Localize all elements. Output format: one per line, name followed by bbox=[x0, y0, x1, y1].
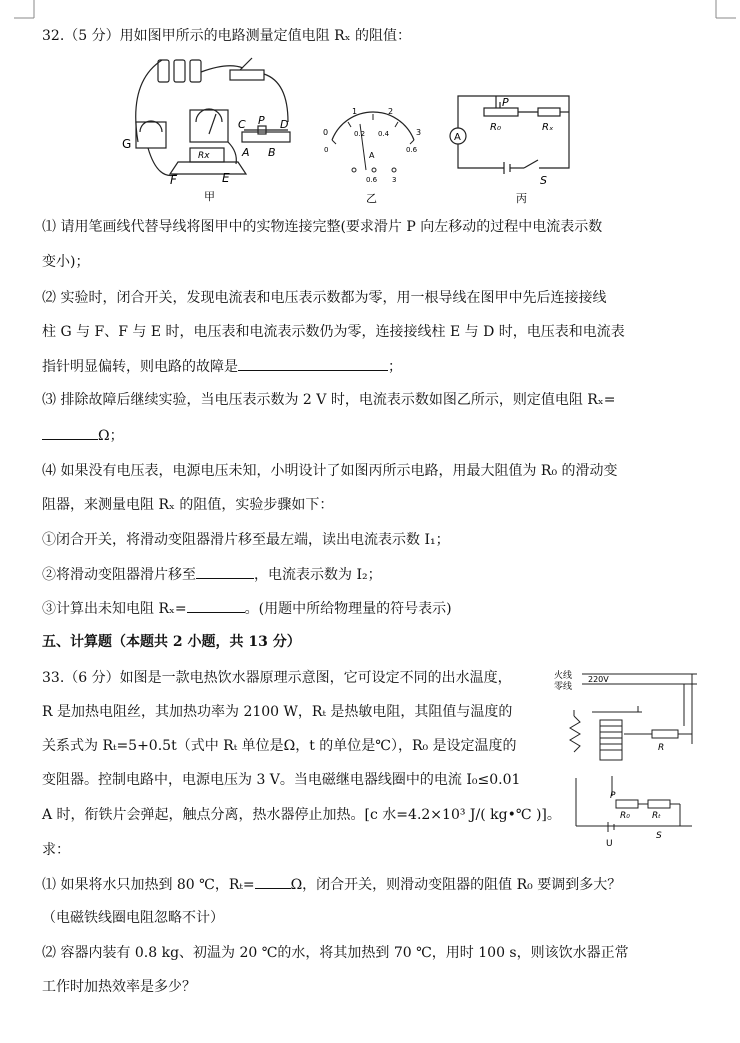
terminal-d: D bbox=[280, 118, 289, 131]
terminal-a: A bbox=[242, 146, 250, 159]
figure-yi-caption: 乙 bbox=[366, 192, 377, 205]
q32-stem: 32.（5 分）用如图甲所示的电路测量定值电阻 Rₓ 的阻值： bbox=[42, 28, 411, 44]
label-p: P bbox=[610, 791, 616, 801]
q32-step3-end: 。(用题中所给物理量的符号表示) bbox=[244, 601, 452, 617]
q32-step2-text: ②将滑动变阻器滑片移至 bbox=[42, 567, 196, 583]
terminal-b: B bbox=[268, 146, 276, 159]
q32-part3-unit: Ω； bbox=[98, 428, 124, 444]
figure-yi bbox=[318, 100, 428, 205]
q32-step3-text: ③计算出未知电阻 Rₓ= bbox=[42, 601, 187, 617]
resistor-r0: R₀ bbox=[490, 122, 501, 133]
dial-bottom-0: 0 bbox=[324, 146, 329, 154]
dial-top-1: 1 bbox=[352, 107, 358, 116]
terminal-f: F bbox=[170, 173, 177, 187]
crop-mark-top-right bbox=[700, 0, 740, 25]
label-r: R bbox=[658, 743, 665, 753]
switch-s: S bbox=[540, 174, 547, 187]
label-zero-wire: 零线 bbox=[554, 682, 573, 692]
section-heading: 五、计算题（本题共 2 小题，共 13 分） bbox=[42, 634, 301, 650]
q33-part1-text: ⑴ 如果将水只加热到 80 ℃，Rₜ= bbox=[42, 877, 255, 893]
label-r0: R₀ bbox=[620, 811, 630, 821]
answer-blank-slider-position[interactable] bbox=[196, 564, 254, 579]
dial-top-2: 2 bbox=[388, 107, 394, 116]
q32-part2-line1: ⑵ 实验时，闭合开关，发现电流表和电压表示数都为零，用一根导线在图甲中先后连接接线 bbox=[42, 290, 607, 306]
answer-blank-rt[interactable] bbox=[255, 874, 291, 889]
figure-bing bbox=[444, 88, 584, 206]
q32-part2-end: ； bbox=[388, 359, 402, 375]
answer-blank-rx-formula[interactable] bbox=[187, 598, 245, 613]
dial-bottom-0.4: 0.4 bbox=[378, 130, 390, 138]
figure-jia bbox=[118, 52, 308, 202]
crop-mark-top-left bbox=[0, 0, 40, 25]
label-fire-wire: 火线 bbox=[554, 671, 573, 681]
q33-part1-line2: （电磁铁线圈电阻忽略不计） bbox=[42, 910, 224, 926]
q32-part2-line3 bbox=[42, 356, 402, 377]
q33-part2-line1: ⑵ 容器内装有 0.8 kg、初温为 20 ℃的水，将其加热到 70 ℃，用时 100 s，则该饮水器正常 bbox=[42, 945, 629, 961]
label-220v: 220V bbox=[588, 675, 609, 684]
dial-bottom-0.2: 0.2 bbox=[354, 130, 366, 138]
q32-part4-line1: ⑷ 如果没有电压表，电源电压未知，小明设计了如图丙所示电路，用最大阻值为 R₀ 的滑动变 bbox=[42, 463, 618, 479]
q32-part2-text: 指针明显偏转，则电路的故障是 bbox=[42, 359, 238, 375]
label-rx: Rx bbox=[198, 151, 210, 161]
ammeter-a: A bbox=[454, 132, 461, 143]
q33-line1: 33.（6 分）如图是一款电热饮水器原理示意图，它可设定不同的出水温度， bbox=[42, 670, 512, 686]
dial-top-3: 3 bbox=[416, 128, 422, 137]
dial-top-0: 0 bbox=[323, 128, 329, 137]
q32-part1-line1: ⑴ 请用笔画线代替导线将图甲中的实物连接完整(要求滑片 P 向左移动的过程中电流表示数 bbox=[42, 219, 603, 235]
q33-part2-line2: 工作时加热效率是多少？ bbox=[42, 979, 196, 995]
label-u: U bbox=[606, 839, 613, 849]
q33-part1-rest: Ω，闭合开关，则滑动变阻器的阻值 R₀ 要调到多大？ bbox=[290, 877, 622, 893]
q33-line2: R 是加热电阻丝，其加热功率为 2100 W，Rₜ 是热敏电阻，其阻值与温度的 bbox=[42, 704, 513, 720]
resistor-rx: Rₓ bbox=[542, 122, 554, 133]
q32-step2-end: ，电流表示数为 I₂； bbox=[254, 567, 382, 583]
slider-p: P bbox=[502, 96, 509, 109]
dial-unit-a: A bbox=[369, 151, 375, 160]
label-rt: Rₜ bbox=[652, 811, 661, 821]
q32-part3-line1: ⑶ 排除故障后继续实验，当电压表示数为 2 V 时，电流表示数如图乙所示，则定值电阻 Rₓ= bbox=[42, 392, 616, 408]
terminal-3: 3 bbox=[392, 176, 397, 184]
q32-step3 bbox=[42, 598, 452, 619]
q32-part2-line2: 柱 G 与 F、F 与 E 时，电压表和电流表示数仍为零，连接接线柱 E 与 D 时，电压表和电流表 bbox=[42, 324, 625, 340]
figure-water-heater bbox=[552, 666, 702, 851]
answer-blank-fault[interactable] bbox=[238, 356, 388, 371]
terminal-p: P bbox=[258, 114, 265, 127]
q33-line6: 求： bbox=[42, 842, 70, 858]
q32-part1-line2: 变小)； bbox=[42, 254, 90, 270]
terminal-0.6: 0.6 bbox=[366, 176, 378, 184]
q32-step2 bbox=[42, 564, 382, 585]
terminal-c: C bbox=[238, 118, 246, 131]
q32-part4-line2: 阻器，来测量电阻 Rₓ 的阻值，实验步骤如下： bbox=[42, 497, 334, 513]
figure-jia-caption: 甲 bbox=[204, 190, 215, 202]
q32-part3-line2 bbox=[42, 425, 124, 446]
q33-line4: 变阻器。控制电路中，电源电压为 3 V。当电磁继电器线圈中的电流 I₀≤0.01 bbox=[42, 772, 521, 788]
dial-bottom-0.6: 0.6 bbox=[406, 146, 418, 154]
q32-step1: ①闭合开关，将滑动变阻器滑片移至最左端，读出电流表示数 I₁； bbox=[42, 532, 450, 548]
q33-line5: A 时，衔铁片会弹起，触点分离，热水器停止加热。[c 水=4.2×10³ J/( kg•℃ )]。 bbox=[42, 807, 561, 823]
answer-blank-rx[interactable] bbox=[42, 425, 98, 440]
q33-line3: 关系式为 Rₜ=5+0.5t（式中 Rₜ 单位是Ω，t 的单位是℃），R₀ 是设定温度的 bbox=[42, 738, 517, 754]
q33-part1-line1 bbox=[42, 874, 621, 895]
figure-bing-caption: 丙 bbox=[516, 192, 527, 205]
terminal-g: G bbox=[122, 137, 132, 151]
label-s: S bbox=[656, 831, 662, 841]
terminal-e: E bbox=[222, 171, 230, 185]
